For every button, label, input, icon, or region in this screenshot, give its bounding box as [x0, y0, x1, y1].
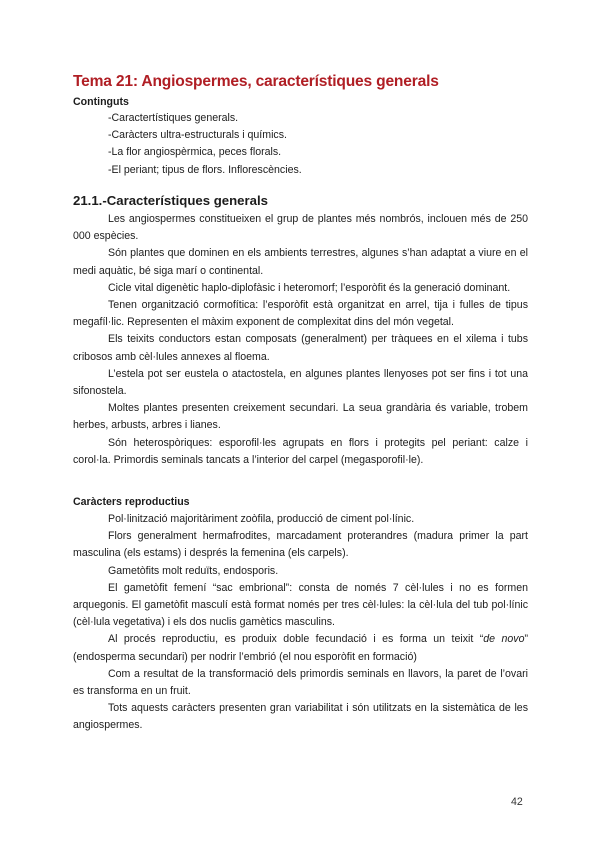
page-title: Tema 21: Angiospermes, característiques generals: [73, 73, 439, 90]
italic-term: de novo: [483, 633, 525, 646]
contents-item: -El periant; tipus de flors. Inflorescències.: [108, 163, 302, 176]
contents-item: -La flor angiospèrmica, peces florals.: [108, 146, 282, 159]
page-number: 42: [511, 796, 523, 808]
section-heading-reproductive: Caràcters reproductius: [73, 496, 190, 508]
paragraph: Pol·linització majoritàriment zoòfila, producció de ciment pol·línic.: [108, 513, 415, 525]
paragraph: Són plantes que dominen en els ambients terrestres, algunes s’han adaptat a viure en el medi aquàtic, bé siga marí o continental.: [73, 247, 528, 277]
text-run: ” (endosperma secundari) per nodrir l’embrió (el nou esporòfit en formació): [73, 633, 528, 663]
paragraph: El gametòfit femení “sac embrional”: consta de només 7 cèl·lules i no es formen arquegonis. El gametòfit masculí està format només per tres cèl·lules: la cèl·lula del tub pol·línic (cèl·lula vegetativa) i els dos nuclis gamètics masculins.: [73, 581, 528, 629]
paragraph: Tots aquests caràcters presenten gran variabilitat i són utilitzats en la sistemàtica de les angiospermes.: [73, 702, 528, 732]
paragraph: Tenen organització cormofítica: l’esporòfit està organitzat en arrel, tija i fulles de tipus megafíl·lic. Representen el màxim exponent de complexitat dins del món vegetal.: [73, 299, 528, 329]
contents-list: [108, 110, 302, 179]
paragraph: Cicle vital digenètic haplo-diplofàsic i heteromorf; l’esporòfit és la generació dominant.: [108, 281, 511, 294]
contents-item: -Caractertístiques generals.: [108, 112, 239, 124]
paragraph: L’estela pot ser eustela o atactostela, en algunes plantes llenyoses pot ser fins i tot una sifonostela.: [73, 367, 528, 398]
section-heading-general: 21.1.-Característiques generals: [73, 193, 268, 208]
paragraph: Com a resultat de la transformació dels primordis seminals en llavors, la paret de l’ovari es transforma en un fruit.: [73, 667, 528, 698]
paragraph: Les angiospermes constitueixen el grup de plantes més nombrós, inclouen més de 250 000 espècies.: [73, 213, 528, 243]
paragraph: [73, 631, 528, 665]
paragraph: Moltes plantes presenten creixement secundari. La seua grandària és variable, trobem herbes, arbusts, arbres i lianes.: [73, 402, 528, 432]
paragraph: Els teixits conductors estan composats (generalment) per tràquees en el xilema i tubs cribosos amb cèl·lules annexes al floema.: [73, 333, 528, 363]
paragraph: Gametòfits molt reduïts, endosporis.: [108, 564, 279, 577]
paragraph: Flors generalment hermafrodites, marcadament proterandres (madura primer la part masculina (els estams) i després la femenina (els carpels).: [73, 530, 528, 560]
section-reproductive-body: [73, 511, 528, 735]
paragraph: Són heterospòriques: esporofil·les agrupats en flors i protegits pel periant: calze i corol·la. Primordis seminals tancats a l’interior del carpel (megasporofil·le).: [73, 436, 528, 466]
contents-label: Continguts: [73, 96, 129, 108]
section-general-body: [73, 211, 528, 469]
text-run: Al procés reproductiu, es produix doble fecundació i es forma un teixit “: [108, 633, 484, 646]
contents-item: -Caràcters ultra-estructurals i químics.: [108, 129, 287, 142]
